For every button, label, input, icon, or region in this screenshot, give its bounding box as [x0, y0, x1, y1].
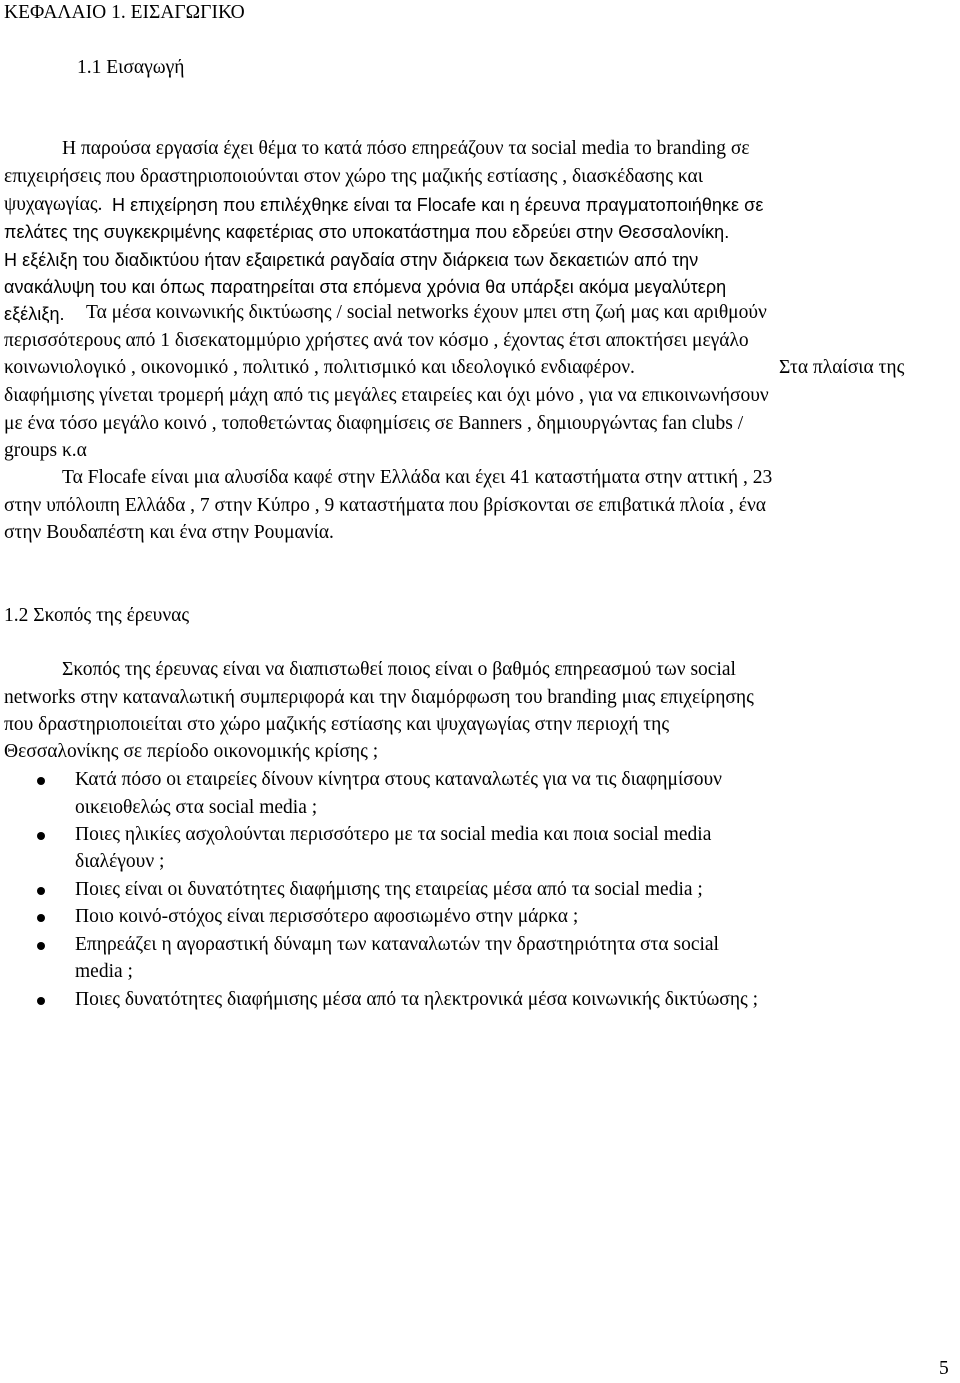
paragraph-line: Στα πλαίσια της [779, 357, 905, 378]
paragraph-line: κοινωνιολογικό , οικονομικό , πολιτικό , πολιτισμικό και ιδεολογικό ενδιαφέρον. [4, 357, 635, 378]
list-item: Επηρεάζει η αγοραστική δύναμη των καταναλωτών την δραστηριότητα στα social [75, 934, 719, 955]
paragraph-line: εξέλιξη. [4, 304, 65, 324]
section-1-heading: 1.1 Εισαγωγή [77, 57, 185, 78]
bullet-icon [37, 942, 45, 950]
paragraph-line: που δραστηριοποιείται στο χώρο μαζικής εστίασης και ψυχαγωγίας στην περιοχή της [4, 714, 670, 735]
list-item: Κατά πόσο οι εταιρείες δίνουν κίνητρα στους καταναλωτές για να τις διαφημίσουν [75, 769, 722, 790]
list-item-continuation: διαλέγουν ; [75, 851, 165, 872]
paragraph-line: περισσότερους από 1 δισεκατομμύριο χρήστες ανά τον κόσμο , έχοντας έτσι αποκτήσει μεγάλο [4, 330, 749, 351]
paragraph-line: groups κ.α [4, 440, 87, 461]
chapter-heading: ΚΕΦΑΛΑΙΟ 1. ΕΙΣΑΓΩΓΙΚΟ [4, 2, 245, 23]
paragraph-line: ψυχαγωγίας. [4, 194, 103, 215]
bullet-icon [37, 777, 45, 785]
list-item-continuation: οικειοθελώς στα social media ; [75, 797, 318, 818]
paragraph-line: networks στην καταναλωτική συμπεριφορά και την διαμόρφωση του branding μιας επιχείρησης [4, 687, 754, 708]
paragraph-line: στην υπόλοιπη Ελλάδα , 7 στην Κύπρο , 9 καταστήματα που βρίσκονται σε επιβατικά πλοία , ένα [4, 495, 767, 516]
paragraph-line: πελάτες της συγκεκριμένης καφετέριας στο υποκατάστημα που εδρεύει στην Θεσσαλονίκη. [4, 222, 730, 242]
paragraph-line: Τα Flocafe είναι μια αλυσίδα καφέ στην Ελλάδα και έχει 41 καταστήματα στην αττική , 23 [62, 467, 773, 488]
list-item: Ποιο κοινό-στόχος είναι περισσότερο αφοσιωμένο στην μάρκα ; [75, 906, 579, 927]
page-number: 5 [939, 1358, 949, 1379]
paragraph-line: Τα μέσα κοινωνικής δικτύωσης / social networks έχουν μπει στη ζωή μας και αριθμούν [86, 302, 767, 323]
paragraph-line: Θεσσαλονίκης σε περίοδο οικονομικής κρίσης ; [4, 741, 379, 762]
list-item-continuation: media ; [75, 961, 133, 982]
paragraph-line: Σκοπός της έρευνας είναι να διαπιστωθεί ποιος είναι ο βαθμός επηρεασμού των social [62, 659, 736, 680]
bullet-icon [37, 997, 45, 1005]
paragraph-line: με ένα τόσο μεγάλο κοινό , τοποθετώντας διαφημίσεις σε Banners , δημιουργώντας fan clubs / [4, 413, 744, 434]
list-item: Ποιες δυνατότητες διαφήμισης μέσα από τα ηλεκτρονικά μέσα κοινωνικής δικτύωσης ; [75, 989, 759, 1010]
paragraph-line: Η εξέλιξη του διαδικτύου ήταν εξαιρετικά ραγδαία στην διάρκεια των δεκαετιών από την [4, 250, 699, 270]
paragraph-line: Η επιχείρηση που επιλέχθηκε είναι τα Flocafe και η έρευνα πραγματοποιήθηκε σε [112, 195, 764, 215]
list-item: Ποιες ηλικίες ασχολούνται περισσότερο με τα social media και ποια social media [75, 824, 712, 845]
list-item: Ποιες είναι οι δυνατότητες διαφήμισης της εταιρείας μέσα από τα social media ; [75, 879, 703, 900]
bullet-icon [37, 887, 45, 895]
bullet-icon [37, 832, 45, 840]
bullet-icon [37, 914, 45, 922]
section-2-heading: 1.2 Σκοπός της έρευνας [4, 605, 190, 626]
paragraph-line: ανακάλυψη του και όπως παρατηρείται στα επόμενα χρόνια θα υπάρξει ακόμα μεγαλύτερη [4, 277, 727, 297]
paragraph-line: Η παρούσα εργασία έχει θέμα το κατά πόσο επηρεάζουν τα social media το branding σε [62, 138, 750, 159]
paragraph-line: στην Βουδαπέστη και ένα στην Ρουμανία. [4, 522, 334, 543]
paragraph-line: επιχειρήσεις που δραστηριοποιούνται στον χώρο της μαζικής εστίασης , διασκέδασης και [4, 166, 703, 187]
paragraph-line: διαφήμισης γίνεται τρομερή μάχη από τις μεγάλες εταιρείες και όχι μόνο , για να επικοινωνήσουν [4, 385, 769, 406]
